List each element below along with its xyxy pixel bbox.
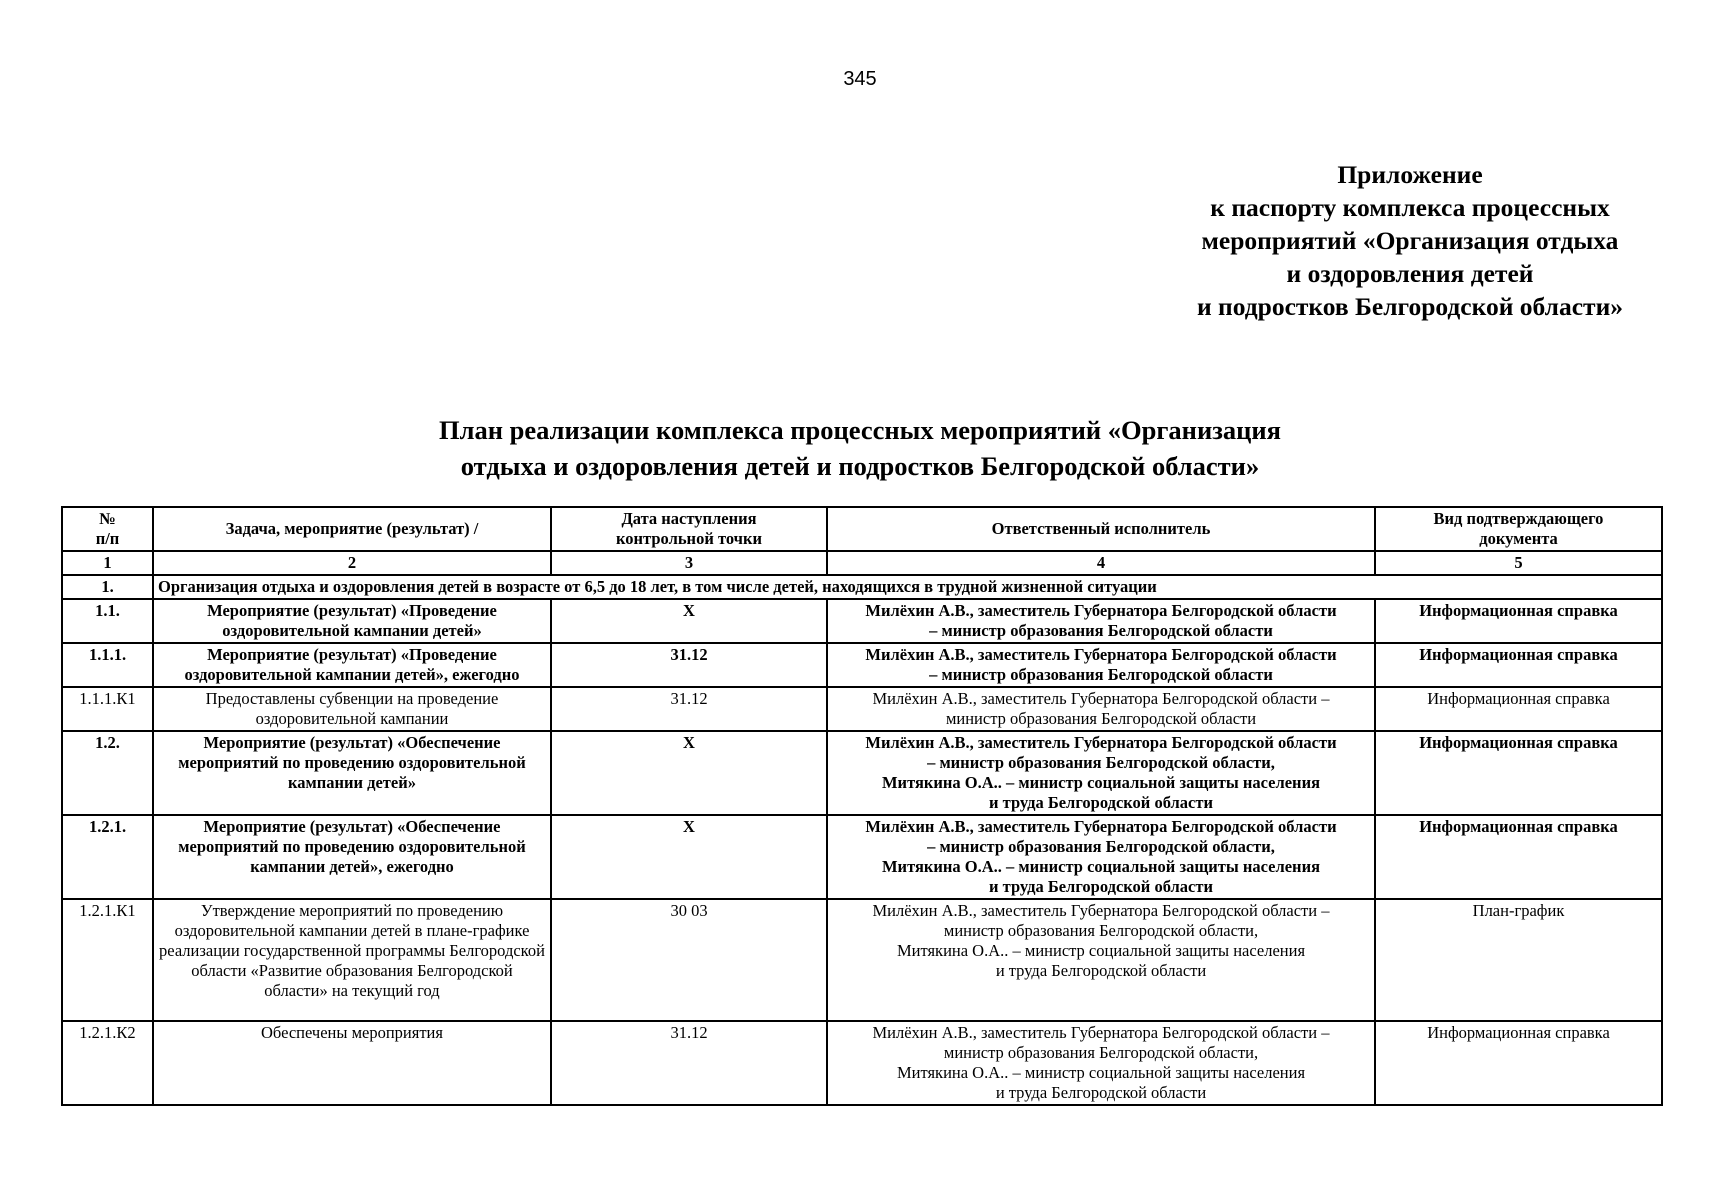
appendix-header xyxy=(1160,158,1660,323)
responsible-line: Митякина О.А.. – министр социальной защиты населения xyxy=(881,773,1320,792)
row-date: Х xyxy=(551,599,827,643)
header-responsible: Ответственный исполнитель xyxy=(827,507,1375,551)
responsible-line: Милёхин А.В., заместитель Губернатора Белгородской области – xyxy=(872,689,1330,708)
row-num: 1.1.1. xyxy=(62,643,153,687)
responsible-line: – министр образования Белгородской области xyxy=(929,621,1273,640)
appendix-line: и оздоровления детей xyxy=(1286,259,1534,288)
table-row xyxy=(62,599,1662,643)
column-number-row xyxy=(62,551,1662,575)
responsible-line: Милёхин А.В., заместитель Губернатора Белгородской области xyxy=(865,817,1337,836)
row-task: Мероприятие (результат) «Обеспечение мероприятий по проведению оздоровительной кампании детей», ежегодно xyxy=(153,815,551,899)
header-document-line: документа xyxy=(1479,529,1558,548)
appendix-line: и подростков Белгородской области» xyxy=(1196,292,1624,321)
row-responsible xyxy=(827,643,1375,687)
row-document: Информационная справка xyxy=(1375,687,1662,731)
column-number: 1 xyxy=(62,551,153,575)
responsible-line: Митякина О.А.. – министр социальной защиты населения xyxy=(881,857,1320,876)
title-line: План реализации комплекса процессных мероприятий «Организация xyxy=(438,415,1281,445)
header-num xyxy=(62,507,153,551)
row-responsible xyxy=(827,731,1375,815)
responsible-line: Милёхин А.В., заместитель Губернатора Белгородской области xyxy=(865,645,1337,664)
table-row xyxy=(62,731,1662,815)
row-num: 1.2. xyxy=(62,731,153,815)
row-responsible xyxy=(827,599,1375,643)
row-date: 31.12 xyxy=(551,1021,827,1105)
row-task: Обеспечены мероприятия xyxy=(153,1021,551,1105)
row-date: 30 03 xyxy=(551,899,827,1021)
header-date-line: контрольной точки xyxy=(616,529,762,548)
column-number: 4 xyxy=(827,551,1375,575)
responsible-line: Милёхин А.В., заместитель Губернатора Белгородской области – xyxy=(872,1023,1330,1042)
appendix-line: к паспорту комплекса процессных xyxy=(1210,193,1610,222)
responsible-line: Митякина О.А.. – министр социальной защиты населения xyxy=(896,941,1306,960)
responsible-line: Милёхин А.В., заместитель Губернатора Белгородской области xyxy=(865,601,1337,620)
row-document: Информационная справка xyxy=(1375,643,1662,687)
responsible-line: и труда Белгородской области xyxy=(989,793,1213,812)
responsible-line: и труда Белгородской области xyxy=(995,1083,1207,1102)
row-document: Информационная справка xyxy=(1375,599,1662,643)
responsible-line: Митякина О.А.. – министр социальной защиты населения xyxy=(896,1063,1306,1082)
row-num: 1.2.1. xyxy=(62,815,153,899)
responsible-line: – министр образования Белгородской области xyxy=(929,665,1273,684)
header-date-line: Дата наступления xyxy=(621,509,757,528)
title-line: отдыха и оздоровления детей и подростков Белгородской области» xyxy=(460,451,1260,481)
row-document: План-график xyxy=(1375,899,1662,1021)
table-row xyxy=(62,1021,1662,1105)
row-num: 1.2.1.К2 xyxy=(62,1021,153,1105)
responsible-line: министр образования Белгородской области, xyxy=(943,1043,1259,1062)
row-date: Х xyxy=(551,815,827,899)
page-number: 345 xyxy=(843,68,877,90)
row-document: Информационная справка xyxy=(1375,731,1662,815)
appendix-line: Приложение xyxy=(1337,160,1483,189)
responsible-line: и труда Белгородской области xyxy=(995,961,1207,980)
table-row xyxy=(62,815,1662,899)
column-number: 3 xyxy=(551,551,827,575)
row-num: 1.2.1.К1 xyxy=(62,899,153,1021)
row-task: Предоставлены субвенции на проведение оздоровительной кампании xyxy=(153,687,551,731)
row-document: Информационная справка xyxy=(1375,815,1662,899)
section-text: Организация отдыха и оздоровления детей в возрасте от 6,5 до 18 лет, в том числе детей, находящихся в трудной жизненной ситуации xyxy=(153,575,1662,599)
plan-table-body xyxy=(62,575,1662,1105)
page-title xyxy=(0,412,1720,484)
header-row xyxy=(62,507,1662,551)
header-num-line: № xyxy=(99,509,116,528)
responsible-line: – министр образования Белгородской области, xyxy=(927,753,1275,772)
header-date xyxy=(551,507,827,551)
section-row xyxy=(62,575,1662,599)
row-responsible xyxy=(827,815,1375,899)
row-task: Утверждение мероприятий по проведению оздоровительной кампании детей в плане-графике реализации государственной программы Белгородской области «Развитие образования Белгородской области» на текущий год xyxy=(153,899,551,1021)
plan-table xyxy=(61,506,1663,1106)
responsible-line: Милёхин А.В., заместитель Губернатора Белгородской области – xyxy=(872,901,1330,920)
responsible-line: Милёхин А.В., заместитель Губернатора Белгородской области xyxy=(865,733,1337,752)
row-task: Мероприятие (результат) «Обеспечение мероприятий по проведению оздоровительной кампании детей» xyxy=(153,731,551,815)
row-date: 31.12 xyxy=(551,643,827,687)
table-row xyxy=(62,899,1662,1021)
row-responsible xyxy=(827,687,1375,731)
row-num: 1.1. xyxy=(62,599,153,643)
row-responsible xyxy=(827,1021,1375,1105)
header-document xyxy=(1375,507,1662,551)
row-task: Мероприятие (результат) «Проведение оздоровительной кампании детей» xyxy=(153,599,551,643)
column-number: 2 xyxy=(153,551,551,575)
row-date: Х xyxy=(551,731,827,815)
appendix-line: мероприятий «Организация отдыха xyxy=(1201,226,1619,255)
responsible-line: и труда Белгородской области xyxy=(989,877,1213,896)
responsible-line: министр образования Белгородской области, xyxy=(943,921,1259,940)
section-num: 1. xyxy=(62,575,153,599)
responsible-line: министр образования Белгородской области xyxy=(945,709,1257,728)
table-row xyxy=(62,643,1662,687)
header-num-line: п/п xyxy=(95,529,120,548)
header-task: Задача, мероприятие (результат) / xyxy=(153,507,551,551)
responsible-line: – министр образования Белгородской области, xyxy=(927,837,1275,856)
column-number: 5 xyxy=(1375,551,1662,575)
table-row xyxy=(62,687,1662,731)
header-document-line: Вид подтверждающего xyxy=(1433,509,1604,528)
row-document: Информационная справка xyxy=(1375,1021,1662,1105)
row-date: 31.12 xyxy=(551,687,827,731)
row-task: Мероприятие (результат) «Проведение оздоровительной кампании детей», ежегодно xyxy=(153,643,551,687)
row-num: 1.1.1.К1 xyxy=(62,687,153,731)
row-responsible xyxy=(827,899,1375,1021)
